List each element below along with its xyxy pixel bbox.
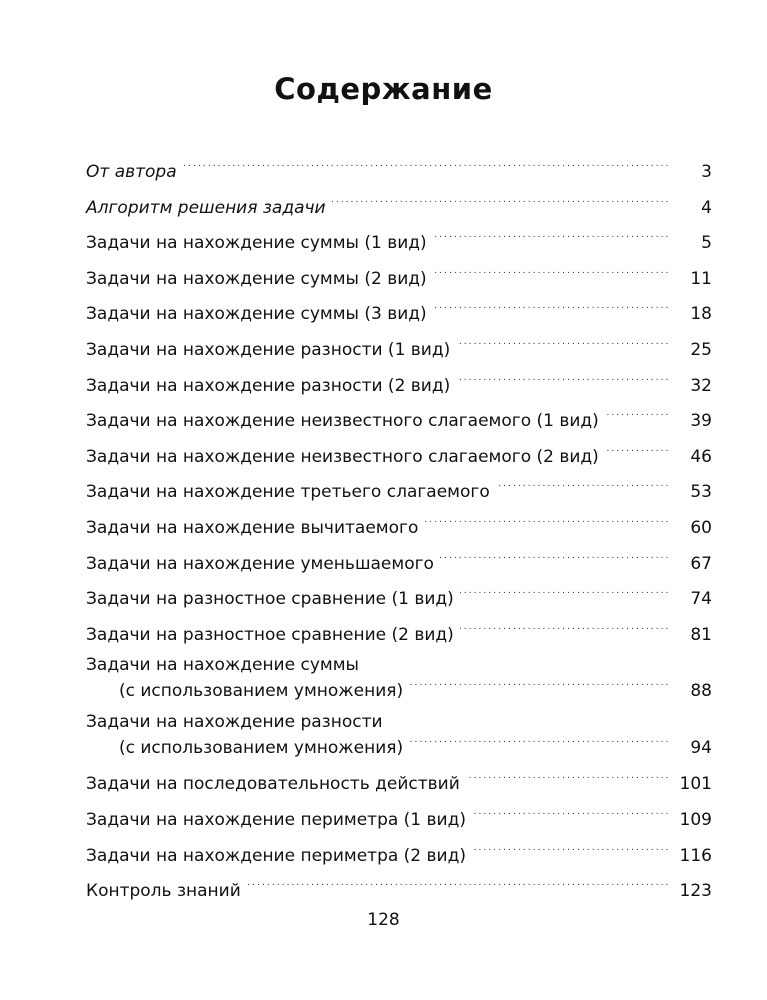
table-of-contents xyxy=(86,150,712,905)
toc-entry-page: 11 xyxy=(690,268,712,289)
toc-entry xyxy=(86,470,712,506)
toc-entry-line xyxy=(86,542,712,574)
toc-entry-page: 39 xyxy=(690,411,712,432)
toc-entry-title: Задачи на нахождение разности (1 вид) xyxy=(86,339,451,360)
toc-entry-title: (с использованием умножения) xyxy=(119,681,404,702)
toc-entry xyxy=(86,762,712,798)
toc-entry-line xyxy=(86,435,712,467)
toc-entry-title: Задачи на нахождение суммы (3 вид) xyxy=(86,304,427,325)
toc-entry-line xyxy=(86,648,712,675)
toc-entry xyxy=(86,798,712,834)
toc-entry-page: 53 xyxy=(690,482,712,503)
toc-entry-line xyxy=(86,732,712,759)
dot-leader xyxy=(247,876,668,896)
dot-leader xyxy=(460,584,668,604)
toc-entry-title: Задачи на нахождение разности (2 вид) xyxy=(86,375,451,396)
toc-entry-title: Задачи на нахождение периметра (1 вид) xyxy=(86,809,466,830)
toc-entry-line xyxy=(86,186,712,218)
dot-leader xyxy=(433,228,668,248)
toc-entry-page: 60 xyxy=(690,517,712,538)
toc-entry-page: 88 xyxy=(690,681,712,702)
toc-entry-title: Задачи на нахождение суммы (2 вид) xyxy=(86,268,427,289)
toc-entry xyxy=(86,613,712,649)
dot-leader xyxy=(433,299,668,319)
toc-entry-page: 25 xyxy=(690,339,712,360)
dot-leader xyxy=(409,676,668,696)
dot-leader xyxy=(460,620,668,640)
toc-entry-title: Задачи на нахождение вычитаемого xyxy=(86,517,419,538)
toc-entry-title: Задачи на нахождение суммы xyxy=(86,655,359,676)
toc-entry-title: Задачи на нахождение суммы (1 вид) xyxy=(86,233,427,254)
dot-leader xyxy=(456,371,668,391)
toc-entry-line xyxy=(86,221,712,254)
toc-entry xyxy=(86,399,712,435)
toc-entry xyxy=(86,328,712,364)
toc-entry xyxy=(86,364,712,400)
toc-entry-title: (с использованием умножения) xyxy=(119,738,404,759)
toc-entry-line xyxy=(86,705,712,732)
dot-leader xyxy=(433,264,668,284)
dot-leader xyxy=(472,841,668,861)
toc-entry-page: 109 xyxy=(679,809,712,830)
toc-entry-page: 116 xyxy=(679,845,712,866)
dot-leader xyxy=(424,513,668,533)
toc-entry-line xyxy=(86,834,712,866)
toc-entry-line xyxy=(86,869,712,902)
dot-leader xyxy=(605,442,668,462)
toc-entry-title: От автора xyxy=(86,162,177,182)
toc-entry-title: Задачи на нахождение третьего слагаемого xyxy=(86,482,490,503)
toc-entry-title: Контроль знаний xyxy=(86,881,241,902)
toc-entry xyxy=(86,257,712,293)
toc-entry-title: Задачи на нахождение неизвестного слагаемого (1 вид) xyxy=(86,411,599,432)
toc-entry-line xyxy=(86,762,712,795)
dot-leader xyxy=(332,193,668,213)
toc-entry xyxy=(86,577,712,613)
toc-entry-line xyxy=(86,675,712,702)
toc-entry-title: Алгоритм решения задачи xyxy=(86,197,326,218)
toc-entry-line xyxy=(86,399,712,432)
toc-entry-page: 3 xyxy=(701,162,712,182)
toc-entry-title: Задачи на нахождение неизвестного слагаемого (2 вид) xyxy=(86,446,599,467)
toc-entry-page: 123 xyxy=(679,881,712,902)
toc-entry-line xyxy=(86,257,712,289)
page-title: Содержание xyxy=(274,72,493,106)
toc-entry-line xyxy=(86,577,712,610)
toc-entry-page: 67 xyxy=(690,553,712,574)
toc-entry xyxy=(86,834,712,870)
dot-leader xyxy=(456,335,668,355)
toc-entry-page: 46 xyxy=(690,446,712,467)
page-number: 128 xyxy=(367,910,400,930)
toc-entry-title: Задачи на последовательность действий xyxy=(86,774,460,795)
toc-entry-title: Задачи на разностное сравнение (2 вид) xyxy=(86,624,454,645)
toc-entry xyxy=(86,221,712,257)
toc-entry-page: 18 xyxy=(690,304,712,325)
toc-entry xyxy=(86,186,712,222)
toc-entry-page: 94 xyxy=(690,738,712,759)
toc-entry-page: 5 xyxy=(701,233,712,254)
toc-entry xyxy=(86,506,712,542)
toc-entry-page: 101 xyxy=(679,774,712,795)
toc-entry-line xyxy=(86,613,712,645)
dot-leader xyxy=(466,769,668,789)
toc-entry xyxy=(86,648,712,705)
toc-entry xyxy=(86,542,712,578)
toc-entry xyxy=(86,292,712,328)
toc-entry-title: Задачи на разностное сравнение (1 вид) xyxy=(86,589,454,610)
toc-entry-title: Задачи на нахождение разности xyxy=(86,712,383,733)
toc-entry-page: 32 xyxy=(690,375,712,396)
toc-entry-line xyxy=(86,364,712,396)
toc-entry-line xyxy=(86,506,712,538)
toc-entry-line xyxy=(86,798,712,830)
toc-entry-title: Задачи на нахождение периметра (2 вид) xyxy=(86,845,466,866)
toc-entry xyxy=(86,150,712,186)
dot-leader xyxy=(440,549,668,569)
toc-entry-page: 81 xyxy=(690,624,712,645)
toc-entry xyxy=(86,869,712,905)
toc-entry-page: 74 xyxy=(690,589,712,610)
toc-entry-line xyxy=(86,292,712,325)
dot-leader xyxy=(472,805,668,825)
dot-leader xyxy=(496,477,668,497)
toc-entry-page: 4 xyxy=(701,197,712,218)
dot-leader xyxy=(183,157,668,177)
toc-entry-line xyxy=(86,328,712,360)
dot-leader xyxy=(605,406,668,426)
toc-entry xyxy=(86,705,712,762)
toc-entry-line xyxy=(86,470,712,503)
toc-entry-title: Задачи на нахождение уменьшаемого xyxy=(86,553,434,574)
toc-entry-line xyxy=(86,150,712,182)
toc-entry xyxy=(86,435,712,471)
dot-leader xyxy=(409,733,668,753)
